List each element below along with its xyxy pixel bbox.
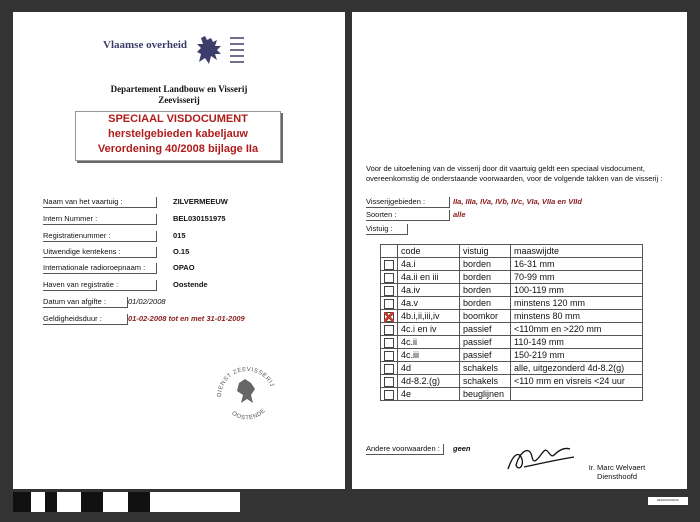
gear-table bbox=[380, 244, 643, 401]
row-checkbox-cell bbox=[381, 349, 398, 362]
table-header-code: code bbox=[398, 245, 460, 258]
row-mesh: alle, uitgezonderd 4d-8.2(g) bbox=[511, 362, 643, 375]
row-code: 4c.i en iv bbox=[398, 323, 460, 336]
special-doc-line2: herstelgebieden kabeljauw bbox=[108, 128, 248, 140]
signatory-title: Diensthoofd bbox=[596, 472, 638, 481]
checkbox-empty-icon[interactable] bbox=[384, 299, 394, 309]
scan-color-strip bbox=[81, 492, 103, 512]
row-checkbox-cell bbox=[381, 336, 398, 349]
row-checkbox-cell bbox=[381, 375, 398, 388]
table-header-row bbox=[381, 245, 643, 258]
fishing-areas-label: Visserijgebieden : bbox=[366, 197, 450, 208]
row-gear: borden bbox=[460, 258, 511, 271]
special-document-title-box bbox=[75, 111, 281, 161]
scan-color-strip bbox=[31, 492, 45, 512]
field-value-vessel-name: ZILVERMEEUW bbox=[173, 197, 228, 206]
field-label-issue-date: Datum van afgifte : bbox=[43, 297, 128, 308]
stamp-lion-icon bbox=[237, 379, 255, 403]
gear-label: Vistuig : bbox=[366, 224, 408, 235]
signatory-block bbox=[577, 463, 657, 481]
field-value-issue-date: 01/02/2008 bbox=[128, 297, 166, 306]
stamp-top-text: DIENST ZEEVISSERIJ bbox=[216, 366, 275, 398]
field-value-registration-number: 015 bbox=[173, 231, 186, 240]
scan-color-strip bbox=[128, 492, 150, 512]
row-code: 4a.v bbox=[398, 297, 460, 310]
department-name: Departement Landbouw en Visserij bbox=[110, 84, 248, 94]
field-value-external-marks: O.15 bbox=[173, 247, 190, 256]
row-code: 4c.iii bbox=[398, 349, 460, 362]
row-gear: beuglijnen bbox=[460, 388, 511, 401]
row-checkbox-cell bbox=[381, 258, 398, 271]
field-label-vessel-name: Naam van het vaartuig : bbox=[43, 197, 157, 208]
row-gear: passief bbox=[460, 323, 511, 336]
barcode-label: BE0000000000 bbox=[648, 497, 688, 505]
svg-text:OOSTENDE bbox=[230, 408, 267, 422]
checkbox-empty-icon[interactable] bbox=[384, 390, 394, 400]
table-row bbox=[381, 284, 643, 297]
field-label-external-marks: Uitwendige kentekens : bbox=[43, 247, 157, 258]
row-code: 4a.ii en iii bbox=[398, 271, 460, 284]
scan-color-strip bbox=[150, 492, 240, 512]
row-gear: borden bbox=[460, 297, 511, 310]
row-checkbox-cell bbox=[381, 284, 398, 297]
field-value-home-port: Oostende bbox=[173, 280, 208, 289]
table-row bbox=[381, 362, 643, 375]
org-name: Vlaamse overheid bbox=[103, 39, 188, 51]
row-gear: boomkor bbox=[460, 310, 511, 323]
field-value-intern-number: BEL030151975 bbox=[173, 214, 226, 223]
row-gear: borden bbox=[460, 284, 511, 297]
species-value: alle bbox=[453, 210, 466, 219]
row-code: 4e bbox=[398, 388, 460, 401]
row-code: 4b.i,ii,iii,iv bbox=[398, 310, 460, 323]
signature-image bbox=[504, 437, 579, 477]
row-checkbox-cell bbox=[381, 362, 398, 375]
row-mesh: 110-149 mm bbox=[511, 336, 643, 349]
field-label-intern-number: Intern Nummer : bbox=[43, 214, 157, 225]
row-gear: schakels bbox=[460, 375, 511, 388]
other-conditions-label: Andere voorwaarden : bbox=[366, 444, 444, 455]
table-header-checkbox bbox=[381, 245, 398, 258]
row-checkbox-cell bbox=[381, 310, 398, 323]
row-gear: borden bbox=[460, 271, 511, 284]
row-mesh: 16-31 mm bbox=[511, 258, 643, 271]
row-mesh: <110 mm en visreis <24 uur bbox=[511, 375, 643, 388]
row-code: 4d-8.2.(g) bbox=[398, 375, 460, 388]
table-row bbox=[381, 336, 643, 349]
row-code: 4d bbox=[398, 362, 460, 375]
signatory-name: Ir. Marc Welvaert bbox=[588, 463, 646, 472]
table-row bbox=[381, 375, 643, 388]
row-code: 4a.iv bbox=[398, 284, 460, 297]
row-checkbox-cell bbox=[381, 388, 398, 401]
row-mesh: 70-99 mm bbox=[511, 271, 643, 284]
document-page-right bbox=[352, 12, 687, 489]
row-mesh bbox=[511, 388, 643, 401]
table-header-gear: vistuig bbox=[460, 245, 511, 258]
row-gear: passief bbox=[460, 349, 511, 362]
flemish-lion-logo-icon bbox=[195, 34, 225, 70]
special-doc-line1: SPECIAAL VISDOCUMENT bbox=[108, 113, 248, 125]
field-value-validity: 01-02-2008 tot en met 31-01-2009 bbox=[128, 314, 245, 323]
table-row bbox=[381, 271, 643, 284]
official-stamp bbox=[211, 357, 283, 429]
checkbox-empty-icon[interactable] bbox=[384, 377, 394, 387]
row-code: 4a.i bbox=[398, 258, 460, 271]
table-row bbox=[381, 310, 643, 323]
scan-color-strip bbox=[57, 492, 81, 512]
field-label-radio-callsign: Internationale radioroepnaam : bbox=[43, 263, 157, 274]
intro-paragraph: Voor de uitoefening van de visserij door dit vaartuig geldt een speciaal visdocument, overeenkomstig de onderstaande voorwaarden, voor de volgende takken van de visserij : bbox=[366, 164, 663, 183]
row-mesh: 150-219 mm bbox=[511, 349, 643, 362]
checkbox-empty-icon[interactable] bbox=[384, 286, 394, 296]
field-label-home-port: Haven van registratie : bbox=[43, 280, 157, 291]
table-row bbox=[381, 349, 643, 362]
fishing-areas-value: IIa, IIIa, IVa, IVb, IVc, VIa, VIIa en VIId bbox=[453, 197, 582, 206]
checkbox-empty-icon[interactable] bbox=[384, 351, 394, 361]
row-mesh: minstens 80 mm bbox=[511, 310, 643, 323]
row-gear: passief bbox=[460, 336, 511, 349]
row-mesh: <110mm en >220 mm bbox=[511, 323, 643, 336]
field-label-validity: Geldigheidsduur : bbox=[43, 314, 128, 325]
table-row bbox=[381, 388, 643, 401]
special-doc-line3: Verordening 40/2008 bijlage IIa bbox=[97, 143, 259, 155]
row-checkbox-cell bbox=[381, 323, 398, 336]
species-label: Soorten : bbox=[366, 210, 450, 221]
row-checkbox-cell bbox=[381, 297, 398, 310]
row-checkbox-cell bbox=[381, 271, 398, 284]
checkbox-empty-icon[interactable] bbox=[384, 273, 394, 283]
table-row bbox=[381, 297, 643, 310]
scan-color-strip bbox=[103, 492, 128, 512]
row-mesh: minstens 120 mm bbox=[511, 297, 643, 310]
logo-stripes-icon bbox=[230, 37, 244, 67]
field-label-registration-number: Registratienummer : bbox=[43, 231, 157, 242]
document-page-left bbox=[13, 12, 345, 489]
field-value-radio-callsign: OPAO bbox=[173, 263, 195, 272]
division-name: Zeevisserij bbox=[158, 95, 200, 105]
checkbox-empty-icon[interactable] bbox=[384, 325, 394, 335]
table-row bbox=[381, 258, 643, 271]
checkbox-checked-icon[interactable] bbox=[384, 312, 394, 322]
checkbox-empty-icon[interactable] bbox=[384, 338, 394, 348]
scan-color-strip bbox=[45, 492, 57, 512]
checkbox-empty-icon[interactable] bbox=[384, 260, 394, 270]
table-header-mesh: maaswijdte bbox=[511, 245, 643, 258]
checkbox-empty-icon[interactable] bbox=[384, 364, 394, 374]
scan-color-strip bbox=[13, 492, 31, 512]
stamp-bottom-text: OOSTENDE bbox=[230, 407, 268, 422]
row-code: 4c.ii bbox=[398, 336, 460, 349]
row-mesh: 100-119 mm bbox=[511, 284, 643, 297]
table-row bbox=[381, 323, 643, 336]
other-conditions-value: geen bbox=[453, 444, 471, 453]
row-gear: schakels bbox=[460, 362, 511, 375]
